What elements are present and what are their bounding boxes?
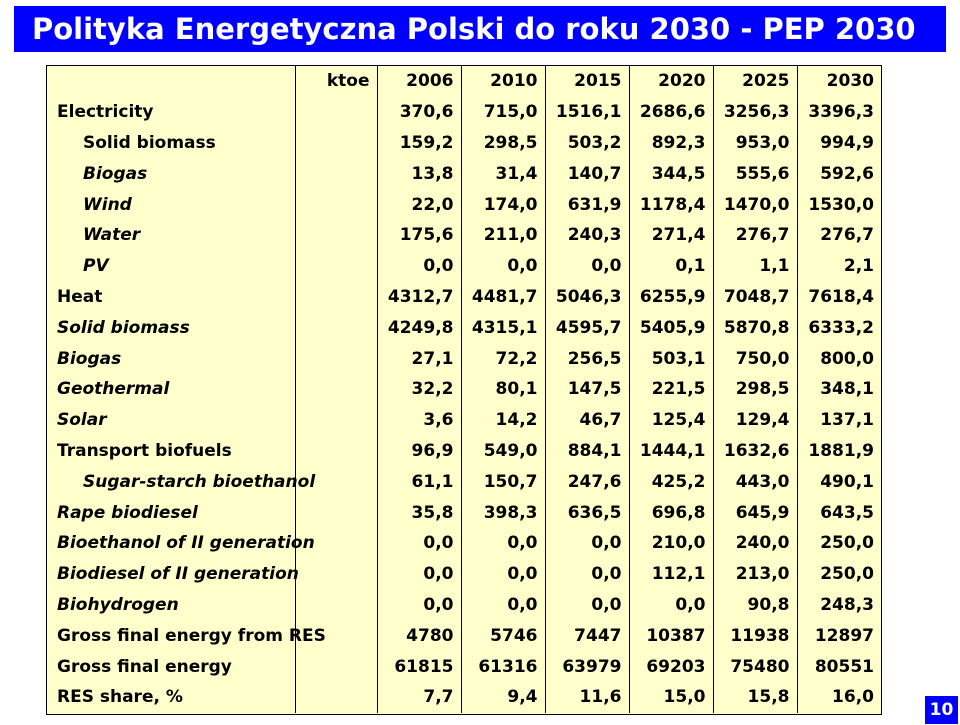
row-label: Heat [47, 282, 295, 313]
value-cell: 1632,6 [713, 436, 797, 467]
value-cell: 250,0 [820, 533, 874, 554]
value-cell: 150,7 [461, 466, 545, 497]
value-cell: 174,0 [461, 189, 545, 220]
value-cell: 0,0 [545, 528, 629, 559]
table-row [47, 436, 881, 467]
value-cell: 348,1 [820, 379, 874, 400]
value-cell: 4312,7 [377, 282, 461, 313]
value-cell: 3256,3 [713, 97, 797, 128]
value-cell: 696,8 [629, 497, 713, 528]
row-unit-cell [295, 436, 377, 467]
table-row [47, 189, 881, 220]
value-cell: 643,5 [820, 502, 874, 523]
value-cell: 884,1 [545, 436, 629, 467]
value-cell: 0,0 [545, 559, 629, 590]
value-cell: 800,0 [820, 348, 874, 369]
value-cell: 256,5 [545, 343, 629, 374]
value-cell: 221,5 [629, 374, 713, 405]
page-title: Polityka Energetyczna Polski do roku 2030 - PEP 2030 [32, 12, 916, 46]
header-blank [47, 66, 295, 97]
table-body [47, 97, 881, 713]
table-row [47, 466, 881, 497]
value-cell: 10387 [629, 620, 713, 651]
value-cell: 69203 [629, 651, 713, 682]
value-cell: 3396,3 [808, 102, 874, 123]
value-cell: 46,7 [545, 405, 629, 436]
value-cell: 271,4 [629, 220, 713, 251]
value-cell: 503,2 [545, 128, 629, 159]
value-cell: 27,1 [377, 343, 461, 374]
value-cell: 247,6 [545, 466, 629, 497]
value-cell: 953,0 [713, 128, 797, 159]
value-cell: 75480 [713, 651, 797, 682]
value-cell: 11938 [713, 620, 797, 651]
value-cell: 276,7 [820, 225, 874, 246]
value-cell: 96,9 [377, 436, 461, 467]
value-cell: 80551 [814, 656, 874, 677]
row-unit-cell [295, 189, 377, 220]
header-year: 2006 [377, 66, 461, 97]
value-cell: 32,2 [377, 374, 461, 405]
value-cell: 0,0 [545, 251, 629, 282]
value-cell: 22,0 [377, 189, 461, 220]
table-row [47, 405, 881, 436]
header-year: 2015 [545, 66, 629, 97]
table-row [47, 651, 881, 682]
value-cell: 72,2 [461, 343, 545, 374]
value-cell: 61316 [461, 651, 545, 682]
value-cell: 240,0 [713, 528, 797, 559]
table-row [47, 590, 881, 621]
value-cell: 425,2 [629, 466, 713, 497]
row-label: Biodiesel of II generation [47, 559, 295, 590]
table-row [47, 220, 881, 251]
row-label: PV [47, 251, 295, 282]
value-cell: 248,3 [820, 594, 874, 615]
table-row [47, 528, 881, 559]
value-cell: 592,6 [820, 163, 874, 184]
value-cell: 503,1 [629, 343, 713, 374]
value-cell: 61815 [377, 651, 461, 682]
value-cell: 112,1 [629, 559, 713, 590]
row-unit-cell [295, 497, 377, 528]
value-cell: 1516,1 [545, 97, 629, 128]
row-unit-cell [295, 312, 377, 343]
value-cell: 240,3 [545, 220, 629, 251]
table-row [47, 374, 881, 405]
row-label: Water [47, 220, 295, 251]
value-cell: 0,1 [629, 251, 713, 282]
row-unit-cell [295, 374, 377, 405]
row-label: Solar [47, 405, 295, 436]
table-row [47, 559, 881, 590]
value-cell: 715,0 [461, 97, 545, 128]
table-row [47, 251, 881, 282]
value-cell: 11,6 [545, 682, 629, 713]
row-label: Biohydrogen [47, 590, 295, 621]
row-unit-cell [295, 559, 377, 590]
value-cell: 0,0 [461, 251, 545, 282]
value-cell: 2686,6 [629, 97, 713, 128]
table-row [47, 282, 881, 313]
value-cell: 159,2 [377, 128, 461, 159]
value-cell: 15,0 [629, 682, 713, 713]
value-cell: 645,9 [713, 497, 797, 528]
value-cell: 137,1 [820, 410, 874, 431]
value-cell: 5046,3 [545, 282, 629, 313]
table-row [47, 158, 881, 189]
value-cell: 80,1 [461, 374, 545, 405]
row-unit-cell [295, 282, 377, 313]
table-row [47, 497, 881, 528]
value-cell: 129,4 [713, 405, 797, 436]
value-cell: 12897 [814, 625, 874, 646]
value-cell: 3,6 [377, 405, 461, 436]
page-number-badge [925, 696, 958, 724]
row-unit-cell [295, 651, 377, 682]
row-label: Gross final energy [47, 651, 295, 682]
value-cell: 4481,7 [461, 282, 545, 313]
value-cell: 211,0 [461, 220, 545, 251]
value-cell: 7,7 [377, 682, 461, 713]
row-unit-cell [295, 128, 377, 159]
value-cell: 750,0 [713, 343, 797, 374]
value-cell: 370,6 [377, 97, 461, 128]
row-label: Bioethanol of II generation [47, 528, 295, 559]
value-cell: 631,9 [545, 189, 629, 220]
row-unit-cell [295, 97, 377, 128]
value-cell: 140,7 [545, 158, 629, 189]
value-cell: 994,9 [820, 132, 874, 153]
value-cell: 4595,7 [545, 312, 629, 343]
value-cell: 61,1 [377, 466, 461, 497]
row-unit-cell [295, 405, 377, 436]
value-cell: 4780 [377, 620, 461, 651]
value-cell: 1178,4 [629, 189, 713, 220]
value-cell: 1530,0 [808, 194, 874, 215]
energy-table [47, 66, 881, 713]
row-unit-cell [295, 158, 377, 189]
row-label: Wind [47, 189, 295, 220]
value-cell: 35,8 [377, 497, 461, 528]
value-cell: 0,0 [629, 590, 713, 621]
value-cell: 276,7 [713, 220, 797, 251]
value-cell: 213,0 [713, 559, 797, 590]
table-row [47, 620, 881, 651]
header-year: 2020 [629, 66, 713, 97]
value-cell: 5746 [461, 620, 545, 651]
value-cell: 15,8 [713, 682, 797, 713]
value-cell: 5870,8 [713, 312, 797, 343]
value-cell: 398,3 [461, 497, 545, 528]
value-cell: 4249,8 [377, 312, 461, 343]
value-cell: 13,8 [377, 158, 461, 189]
table-row [47, 97, 881, 128]
table-row [47, 128, 881, 159]
row-unit-cell [295, 590, 377, 621]
value-cell: 0,0 [377, 590, 461, 621]
row-label: Solid biomass [47, 128, 295, 159]
value-cell: 16,0 [832, 687, 874, 708]
value-cell: 1881,9 [808, 440, 874, 461]
value-cell: 31,4 [461, 158, 545, 189]
value-cell: 344,5 [629, 158, 713, 189]
value-cell: 0,0 [377, 251, 461, 282]
value-cell: 14,2 [461, 405, 545, 436]
value-cell: 4315,1 [461, 312, 545, 343]
value-cell: 210,0 [629, 528, 713, 559]
header-unit: ktoe [295, 66, 377, 97]
energy-table-container [46, 65, 882, 715]
header-year: 2030 [826, 71, 874, 92]
row-label: Biogas [47, 343, 295, 374]
value-cell: 7447 [545, 620, 629, 651]
table-row [47, 312, 881, 343]
value-cell: 7618,4 [808, 286, 874, 307]
row-unit-cell [295, 682, 377, 713]
value-cell: 0,0 [461, 528, 545, 559]
value-cell: 9,4 [461, 682, 545, 713]
value-cell: 7048,7 [713, 282, 797, 313]
value-cell: 298,5 [713, 374, 797, 405]
value-cell: 175,6 [377, 220, 461, 251]
title-bar [14, 6, 946, 52]
value-cell: 0,0 [545, 590, 629, 621]
value-cell: 549,0 [461, 436, 545, 467]
value-cell: 443,0 [713, 466, 797, 497]
page-number: 10 [929, 700, 954, 720]
row-label: Electricity [47, 97, 295, 128]
row-label: Rape biodiesel [47, 497, 295, 528]
row-label: Solid biomass [47, 312, 295, 343]
value-cell: 892,3 [629, 128, 713, 159]
value-cell: 0,0 [377, 559, 461, 590]
value-cell: 5405,9 [629, 312, 713, 343]
row-label: Sugar-starch bioethanol [47, 466, 295, 497]
row-label: Geothermal [47, 374, 295, 405]
value-cell: 555,6 [713, 158, 797, 189]
value-cell: 6255,9 [629, 282, 713, 313]
value-cell: 6333,2 [808, 317, 874, 338]
value-cell: 1470,0 [713, 189, 797, 220]
value-cell: 90,8 [713, 590, 797, 621]
row-unit-cell [295, 220, 377, 251]
value-cell: 636,5 [545, 497, 629, 528]
row-unit-cell [295, 343, 377, 374]
value-cell: 298,5 [461, 128, 545, 159]
table-row [47, 682, 881, 713]
value-cell: 147,5 [545, 374, 629, 405]
value-cell: 1,1 [713, 251, 797, 282]
value-cell: 0,0 [461, 590, 545, 621]
value-cell: 0,0 [461, 559, 545, 590]
value-cell: 125,4 [629, 405, 713, 436]
value-cell: 1444,1 [629, 436, 713, 467]
row-unit-cell [295, 251, 377, 282]
table-header-row [47, 66, 881, 97]
row-label: RES share, % [47, 682, 295, 713]
row-label: Transport biofuels [47, 436, 295, 467]
row-label: Biogas [47, 158, 295, 189]
header-year: 2010 [461, 66, 545, 97]
value-cell: 490,1 [820, 471, 874, 492]
value-cell: 2,1 [843, 256, 874, 277]
header-year: 2025 [713, 66, 797, 97]
row-label: Gross final energy from RES [47, 620, 295, 651]
value-cell: 250,0 [820, 564, 874, 585]
table-row [47, 343, 881, 374]
value-cell: 0,0 [377, 528, 461, 559]
value-cell: 63979 [545, 651, 629, 682]
